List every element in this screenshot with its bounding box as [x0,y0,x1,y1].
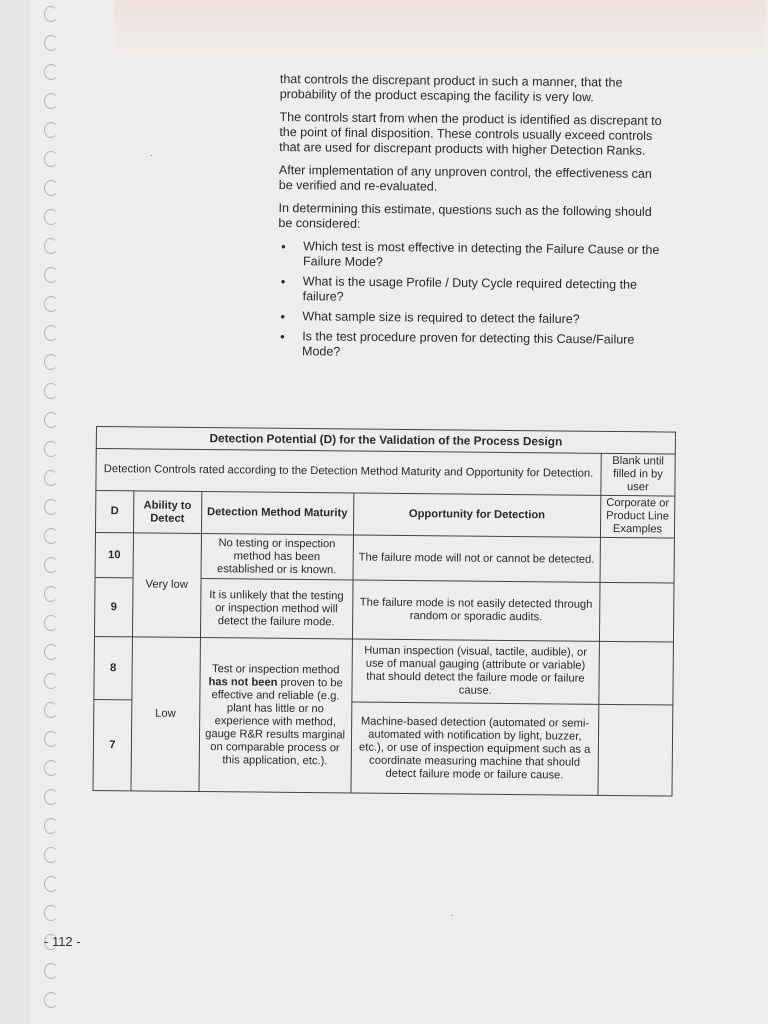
binder-hole-mark [44,731,58,747]
header-opportunity: Opportunity for Detection [353,493,601,537]
example-cell [600,537,675,583]
binder-hole-mark [44,470,58,486]
binder-hole-mark [44,905,58,921]
binder-hole-mark [44,760,58,776]
list-item: • Which test is most effective in detecting the Failure Cause or the Failure Mode? [278,239,668,273]
list-item: • What is the usage Profile / Duty Cycle required detecting the failure? [278,274,668,308]
binder-hole-mark [44,644,58,660]
maturity-cell: It is unlikely that the testing or inspection method will detect the failure mode. [200,579,353,639]
list-item: • What sample size is required to detect the failure? [277,309,667,328]
detection-table [92,426,675,797]
binder-hole-mark [44,209,58,225]
maturity-text: proven to be effective and reliable (e.g. plant has little or no experience with method, gauge R&R results marginal on comparable process or this application, etc.). [205,676,346,767]
example-cell [598,704,673,796]
d-value: 7 [93,699,132,790]
binder-hole-mark [44,64,58,80]
example-cell [599,582,674,642]
binder-hole-mark [44,6,58,22]
binder-hole-mark [44,35,58,51]
binder-hole-mark [44,441,58,457]
binder-hole-mark [44,528,58,544]
header-ability: Ability to Detect [133,491,201,534]
binder-hole-mark [44,93,58,109]
header-maturity: Detection Method Maturity [201,492,354,535]
binder-hole-mark [44,354,58,370]
binder-hole-mark [44,325,58,341]
table-subtitle: Detection Controls rated according to the Detection Method Maturity and Opportunity for Detection. [96,449,601,496]
paragraph: After implementation of any unproven control, the effectiveness can be verified and re-evaluated. [278,162,652,194]
maturity-cell: No testing or inspection method has been established or is known. [201,534,354,580]
maturity-emphasis: has not been [208,675,278,689]
table-title: Detection Potential (D) for the Validation of the Process Design [96,427,675,455]
paragraph: In determining this estimate, questions such as the following should be considered: [278,200,652,231]
binder-hole-mark [44,122,58,138]
binder-hole-mark [44,412,58,428]
header-examples: Corporate or Product Line Examples [600,495,674,538]
binder-hole-mark [44,789,58,805]
paragraph: The controls start from when the product is identified as discrepant to the point of final disposition. These controls usually exceed controls that are used for discrepant products with higher Detection Ranks. [279,109,662,158]
maturity-cell [198,638,352,793]
binder-hole-mark [44,499,58,515]
blank-note: Blank until filled in by user [601,453,675,496]
binder-hole-mark [44,876,58,892]
binder-hole-mark [44,267,58,283]
binder-hole-mark [44,818,58,834]
header-d: D [95,491,133,533]
scan-speck: · [150,150,154,161]
d-value: 10 [95,532,133,577]
page-header-tint [115,0,765,62]
binder-hole-mark [44,557,58,573]
maturity-text: Test or inspection method [211,662,340,676]
binder-hole-mark [44,847,58,863]
binder-hole-mark [44,180,58,196]
binder-hole-mark [44,992,58,1008]
opportunity-cell: The failure mode is not easily detected through random or sporadic audits. [352,580,600,641]
binder-holes [0,0,70,1024]
opportunity-cell: Human inspection (visual, tactile, audible), or use of manual gauging (attribute or variable) that should detect the failure mode or failure cause. [352,639,600,704]
binder-hole-mark [44,238,58,254]
body-text [277,72,670,368]
binder-hole-mark [44,673,58,689]
binder-hole-mark [44,963,58,979]
opportunity-cell: Machine-based detection (automated or semi-automated with notification by light, buzzer, etc.), or use of inspection equipment such as a coordinate measuring machine that should detect failure mode or failure cause. [351,702,599,795]
binder-hole-mark [44,383,58,399]
d-value: 8 [94,636,133,699]
table-row [94,636,674,705]
binder-hole-mark [44,702,58,718]
list-item: • Is the test procedure proven for detecting this Cause/Failure Mode? [277,329,667,363]
binder-hole-mark [44,151,58,167]
binder-hole-mark [44,586,58,602]
d-value: 9 [94,577,133,636]
ability-cell: Low [131,637,200,792]
opportunity-cell: The failure mode will not or cannot be detected. [353,535,601,582]
table-row [95,532,674,583]
binder-hole-mark [44,296,58,312]
detection-table-container [92,426,675,797]
example-cell [599,641,674,705]
page-number: - 112 - [44,934,81,949]
ability-cell: Very low [132,533,201,638]
scan-speck: · [450,910,454,921]
question-list [277,239,668,363]
paragraph: that controls the discrepant product in such a manner, that the probability of the product escaping the facility is very low. [279,72,623,105]
binder-hole-mark [44,615,58,631]
